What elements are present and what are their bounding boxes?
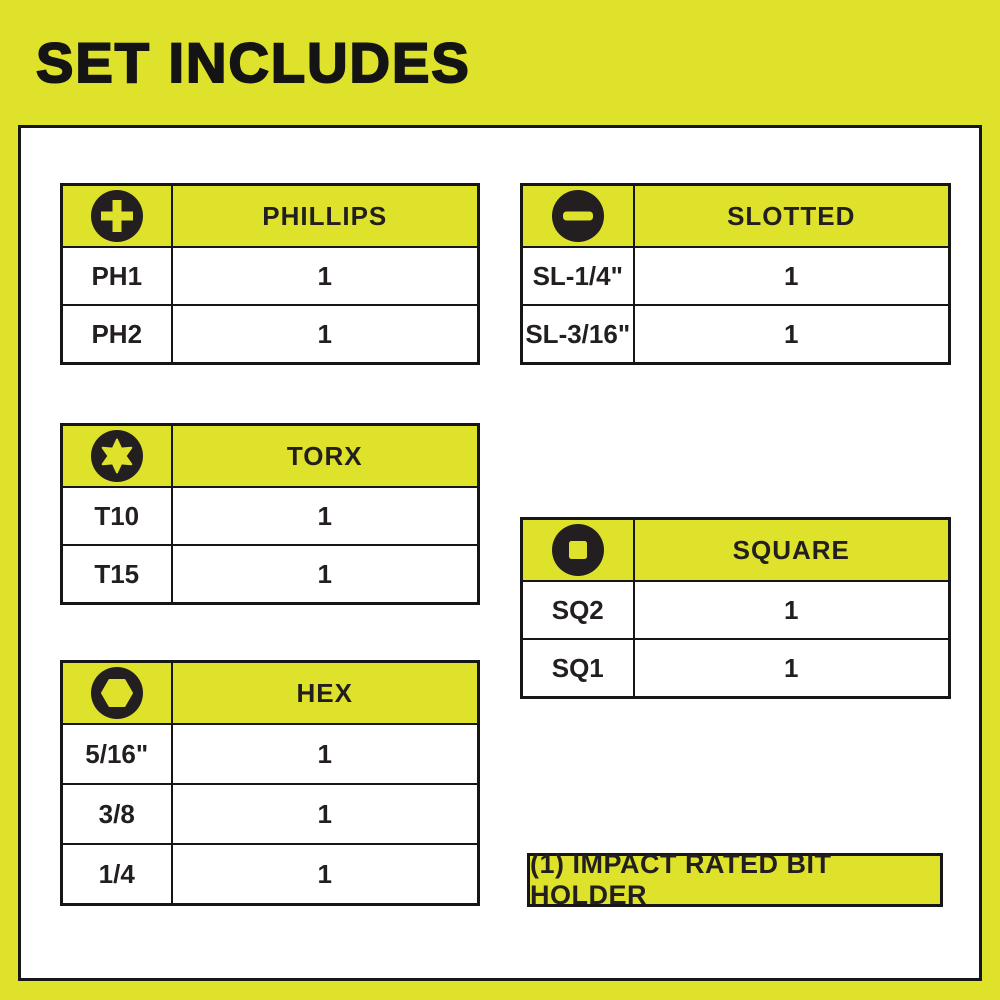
hex-table xyxy=(60,660,480,906)
table-header-label: PHILLIPS xyxy=(172,185,479,248)
bit-label: T15 xyxy=(62,545,172,604)
table-header-label: TORX xyxy=(172,425,479,488)
bit-qty: 1 xyxy=(634,581,950,639)
bit-qty: 1 xyxy=(634,247,950,305)
bit-qty: 1 xyxy=(172,724,479,784)
bit-qty: 1 xyxy=(172,784,479,844)
bit-label: PH2 xyxy=(62,305,172,364)
bit-label: PH1 xyxy=(62,247,172,305)
table-header-label: SLOTTED xyxy=(634,185,950,248)
table-header-label: SQUARE xyxy=(634,519,950,582)
bit-qty: 1 xyxy=(172,844,479,905)
bit-label: 1/4 xyxy=(62,844,172,905)
torx-table xyxy=(60,423,480,605)
square-table xyxy=(520,517,951,699)
bit-label: SQ1 xyxy=(522,639,634,698)
bit-holder-banner: (1) IMPACT RATED BIT HOLDER xyxy=(527,853,943,907)
slotted-icon xyxy=(522,185,634,248)
bit-qty: 1 xyxy=(172,305,479,364)
hex-icon xyxy=(62,662,172,725)
bit-label: 3/8 xyxy=(62,784,172,844)
bit-qty: 1 xyxy=(172,487,479,545)
bit-label: SL-1/4" xyxy=(522,247,634,305)
phillips-icon xyxy=(62,185,172,248)
bit-qty: 1 xyxy=(172,247,479,305)
torx-icon xyxy=(62,425,172,488)
bit-label: 5/16" xyxy=(62,724,172,784)
bit-qty: 1 xyxy=(634,639,950,698)
bit-label: T10 xyxy=(62,487,172,545)
bit-label: SQ2 xyxy=(522,581,634,639)
page-title: SET INCLUDES xyxy=(36,31,471,94)
bit-label: SL-3/16" xyxy=(522,305,634,364)
bit-qty: 1 xyxy=(172,545,479,604)
slotted-table xyxy=(520,183,951,365)
table-header-label: HEX xyxy=(172,662,479,725)
bit-qty: 1 xyxy=(634,305,950,364)
phillips-table xyxy=(60,183,480,365)
square-icon xyxy=(522,519,634,582)
